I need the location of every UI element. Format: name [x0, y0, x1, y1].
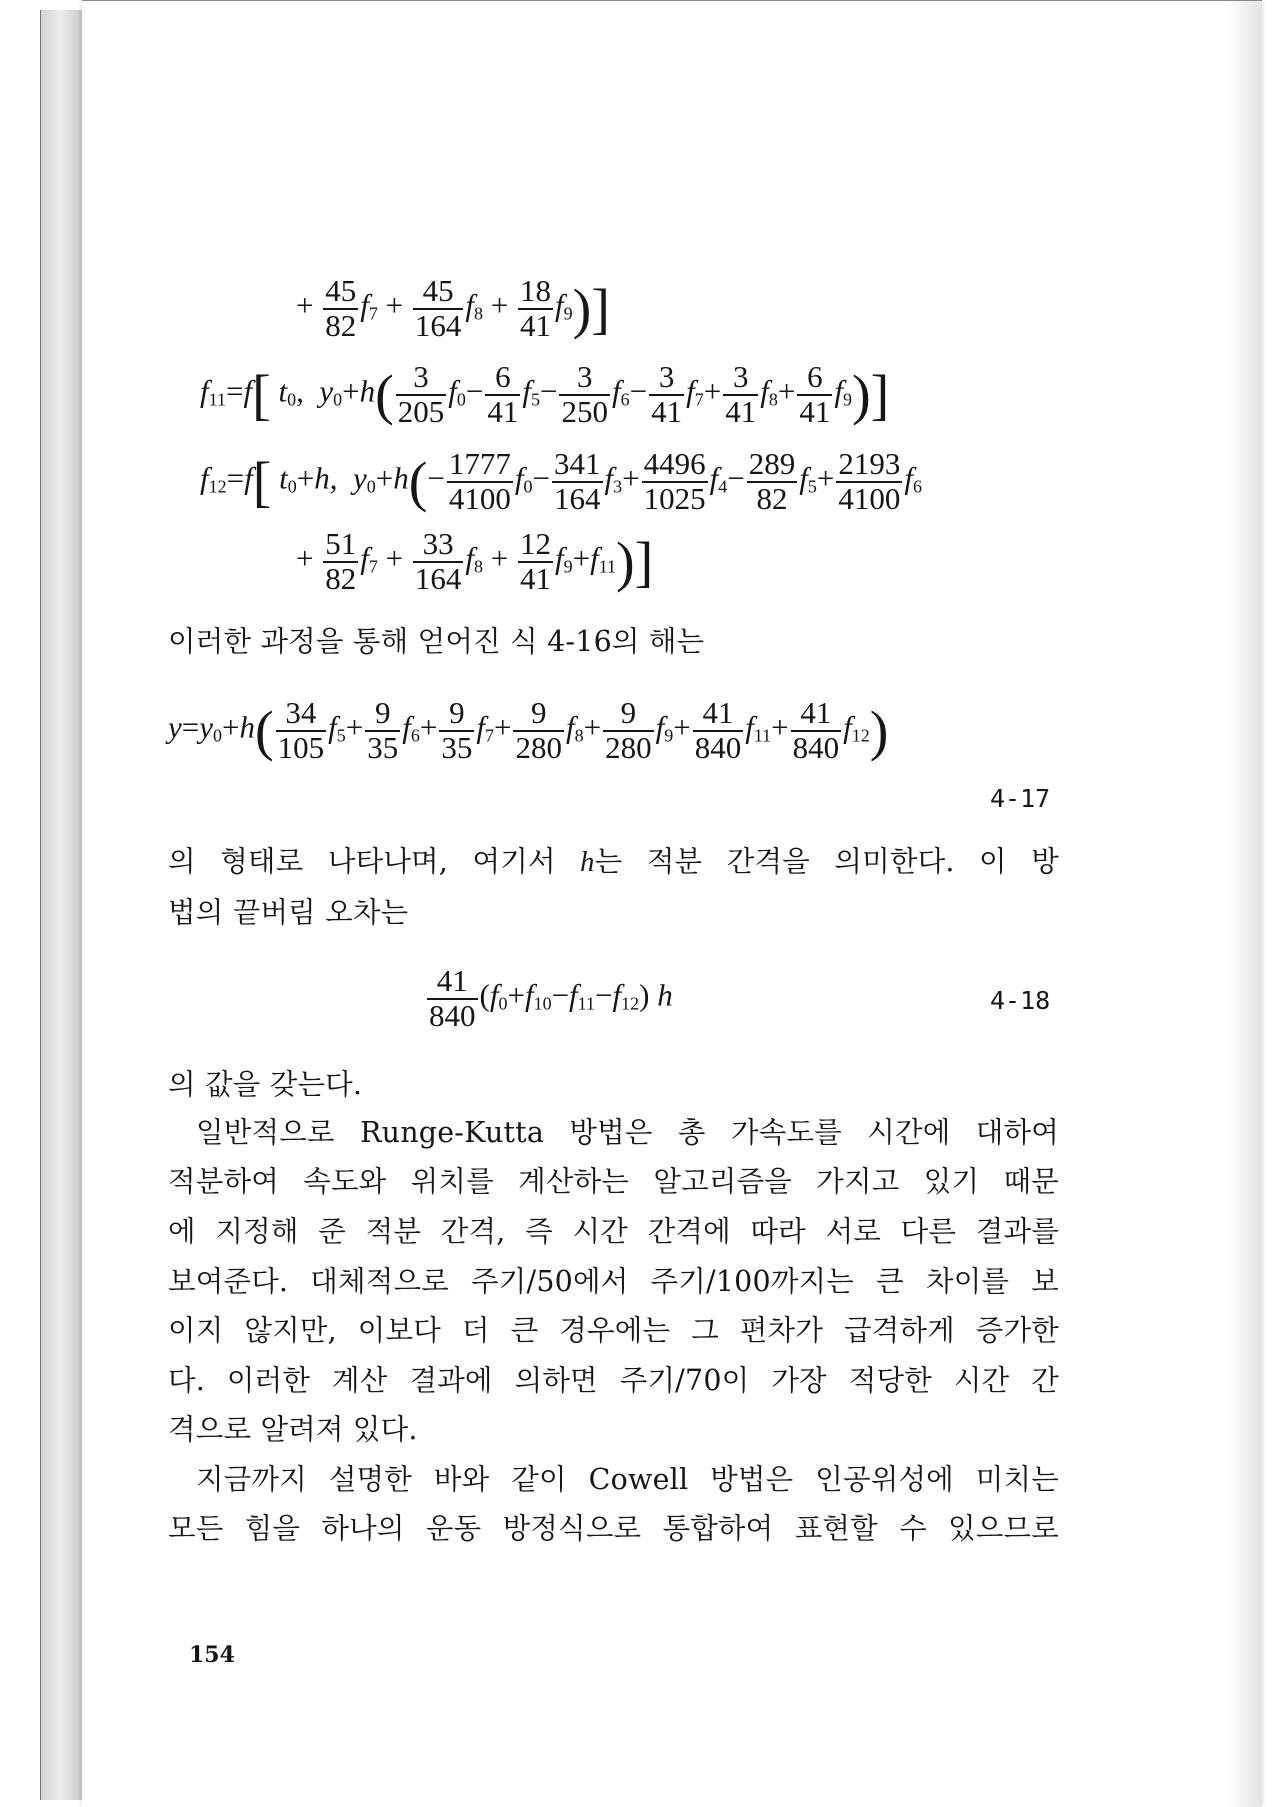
- equation-f12-line2: + $\frac{51}{82}$ $f_7$ + $\frac{33}{164}$ $f_8$ + $\frac{12}{41}$ $f_9+f_{11}$)]: [296, 526, 654, 596]
- paragraph-5-line-1: 지금까지 설명한 바와 같이 Cowell 방법은 인공위성에 미치는: [196, 1463, 1059, 1496]
- page-number: 154: [189, 1642, 235, 1668]
- paragraph-4-line-2: 적분하여 속도와 위치를 계산하는 알고리즘을 가지고 있기 때문: [168, 1165, 1059, 1198]
- equation-f10-continuation: + $\frac{45}{82}$ $f_7$ + $\frac{45}{164}$ $f_8$ + $\frac{18}{41}$ $f_9$)]: [296, 273, 610, 343]
- paragraph-4-line-1: 일반적으로 Runge-Kutta 방법은 총 가속도를 시간에 대하여: [196, 1116, 1059, 1149]
- equation-number-17: 4-17: [990, 784, 1051, 813]
- equation-error: $\frac{41}{840}$ $(f_0+f_{10}-f_{11}-f_{12})$ h: [429, 963, 673, 1033]
- paragraph-intro: 이러한 과정을 통해 얻어진 식 4-16의 해는: [168, 625, 705, 658]
- paragraph-4-line-7: 격으로 알려져 있다.: [168, 1413, 418, 1446]
- paragraph-4-line-3: 에 지정해 준 적분 간격, 즉 시간 간격에 따라 서로 다른 결과를: [168, 1215, 1059, 1248]
- paragraph-2-line-2: 법의 끝버림 오차는: [168, 896, 409, 929]
- paragraph-5-line-2: 모든 힘을 하나의 운동 방정식으로 통합하여 표현할 수 있으므로: [168, 1512, 1059, 1545]
- paragraph-4-line-5: 이지 않지만, 이보다 더 큰 경우에는 그 편차가 급격하게 증가한: [168, 1314, 1059, 1347]
- paragraph-4-line-4: 보여준다. 대체적으로 주기/50에서 주기/100까지는 큰 차이를 보: [168, 1265, 1059, 1298]
- equation-f12-line1: $f_{12}=f$[ $t_0+h$, $y_0+h(-$ $\frac{1777}{4100}$ $f_0-$ $\frac{341}{164}$ $f_3+$ $\frac{4496}{1025}$ $f_4-$ $\frac{289}{82}$ $f_5+$ $\frac{2193}{4100}$ $f_6$: [200, 446, 922, 516]
- p2-text-b: 는 적분 간격을 의미한다. 이 방: [594, 845, 1059, 878]
- paragraph-3: 의 값을 갖는다.: [168, 1068, 363, 1101]
- page-edge-shadow: [1228, 1, 1262, 1807]
- paragraph-4-line-6: 다. 이러한 계산 결과에 의하면 주기/70이 가장 적당한 시간 간: [168, 1364, 1059, 1397]
- p2-text-a: 의 형태로 나타나며, 여기서: [168, 845, 581, 878]
- equation-number-18: 4-18: [990, 986, 1051, 1015]
- equation-solution: $y=y_0+h$( $\frac{34}{105}$ $f_5+$ $\frac{9}{35}$ $f_6+$ $\frac{9}{35}$ $f_7+$ $\frac{9}{280}$ $f_8+$ $\frac{9}{280}$ $f_9+$ $\frac{41}{840}$ $f_{11}+$ $\frac{41}{840}$ $f_{12}$): [168, 695, 889, 765]
- paragraph-2-line-1: [168, 845, 1059, 878]
- p2-h-symbol: h: [580, 847, 595, 878]
- equation-f11: $f_{11}=f$[ $t_0$, $y_0+h$( $\frac{3}{205}$ $f_0-$ $\frac{6}{41}$ $f_5-$ $\frac{3}{250}$ $f_6-$ $\frac{3}{41}$ $f_7+$ $\frac{3}{41}$ $f_8+$ $\frac{6}{41}$ $f_9$)]: [200, 359, 890, 429]
- book-spine: [40, 10, 84, 1800]
